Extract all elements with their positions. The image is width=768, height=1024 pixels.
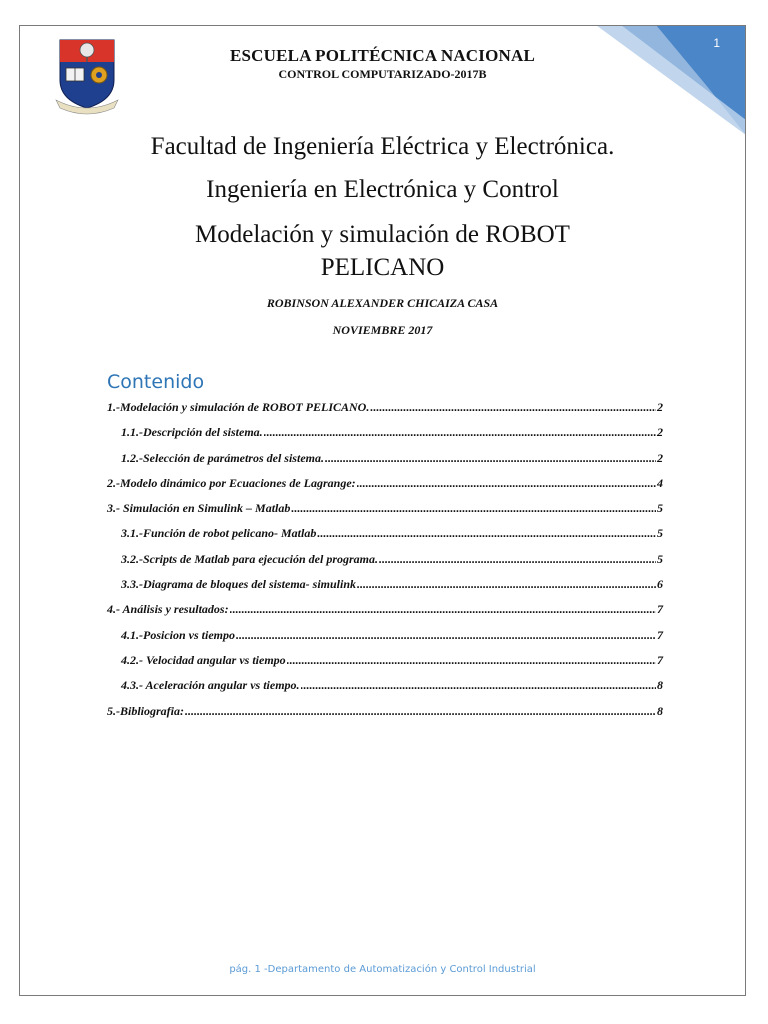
toc-entry[interactable] xyxy=(107,425,663,450)
toc-entry-label: 3.- Simulación en Simulink – Matlab xyxy=(107,501,291,516)
toc-entry-label: 3.2.-Scripts de Matlab para ejecución del programa. xyxy=(121,551,378,566)
toc-entry-label: 1.1.-Descripción del sistema. xyxy=(121,425,263,440)
document-date: NOVIEMBRE 2017 xyxy=(332,323,433,337)
toc-entry-label: 1.-Modelación y simulación de ROBOT PELICANO. xyxy=(107,400,370,414)
author-name: ROBINSON ALEXANDER CHICAIZA CASA xyxy=(266,296,499,310)
toc-entry-page: 2 xyxy=(657,400,663,414)
table-of-contents xyxy=(107,400,663,729)
toc-entry-label: 4.3.- Aceleración angular vs tiempo. xyxy=(121,678,300,693)
toc-entry[interactable] xyxy=(107,526,663,551)
toc-entry[interactable] xyxy=(107,577,663,602)
toc-entry-page: 2 xyxy=(657,450,663,465)
toc-entry-page: 5 xyxy=(657,501,663,516)
toc-entry-page: 8 xyxy=(657,703,663,718)
toc-leader-dots xyxy=(264,425,656,440)
toc-entry[interactable] xyxy=(107,653,663,678)
institution-crest-icon xyxy=(54,36,120,116)
toc-entry[interactable] xyxy=(107,704,663,729)
toc-entry-label: 4.- Análisis y resultados: xyxy=(107,602,229,617)
toc-entry-page: 5 xyxy=(657,551,663,566)
institution-name: ESCUELA POLITÉCNICA NACIONAL xyxy=(229,46,536,65)
toc-entry[interactable] xyxy=(107,678,663,703)
toc-entry-page: 5 xyxy=(657,526,663,541)
toc-entry[interactable] xyxy=(107,400,663,425)
corner-decoration xyxy=(596,25,746,135)
toc-entry[interactable] xyxy=(107,501,663,526)
project-title xyxy=(60,218,705,284)
toc-entry-page: 2 xyxy=(657,425,663,440)
project-title-line1: Modelación y simulación de ROBOT xyxy=(195,221,570,248)
toc-entry-page: 7 xyxy=(657,627,663,642)
document-page xyxy=(19,25,746,996)
toc-leader-dots xyxy=(236,628,656,643)
page-footer: pág. 1 -Departamento de Automatización y Control Industrial xyxy=(229,964,536,975)
toc-entry-label: 1.2.-Selección de parámetros del sistema. xyxy=(121,450,324,465)
toc-entry[interactable] xyxy=(107,552,663,577)
faculty-title: Facultad de Ingeniería Eléctrica y Electrónica. xyxy=(150,133,615,160)
toc-entry[interactable] xyxy=(107,451,663,476)
toc-entry-label: 4.1.-Posicion vs tiempo xyxy=(121,627,235,642)
toc-leader-dots xyxy=(370,400,656,415)
toc-entry-label: 5.-Bibliografia: xyxy=(107,703,184,718)
toc-leader-dots xyxy=(379,552,656,567)
toc-entry-label: 2.-Modelo dinámico por Ecuaciones de Lagrange: xyxy=(107,475,356,490)
toc-entry-page: 6 xyxy=(657,577,663,592)
toc-entry-page: 7 xyxy=(657,602,663,617)
toc-entry-page: 4 xyxy=(657,475,663,490)
toc-entry-page: 7 xyxy=(657,652,663,667)
title-block xyxy=(60,130,705,338)
toc-leader-dots xyxy=(230,602,656,617)
project-title-line2: PELICANO xyxy=(320,254,445,281)
career-title: Ingeniería en Electrónica y Control xyxy=(206,176,559,203)
toc-leader-dots xyxy=(357,577,656,592)
toc-entry-label: 3.3.-Diagrama de bloques del sistema- simulink xyxy=(121,577,357,592)
document-header xyxy=(170,46,595,82)
toc-entry-page: 8 xyxy=(657,678,663,693)
toc-entry[interactable] xyxy=(107,602,663,627)
course-name: CONTROL COMPUTARIZADO-2017B xyxy=(278,67,487,81)
toc-leader-dots xyxy=(357,476,656,491)
toc-leader-dots xyxy=(301,678,656,693)
page-number: 1 xyxy=(713,36,720,50)
toc-leader-dots xyxy=(287,653,656,668)
toc-leader-dots xyxy=(317,526,656,541)
toc-entry-label: 4.2.- Velocidad angular vs tiempo xyxy=(121,652,286,667)
toc-entry-label: 3.1.-Función de robot pelicano- Matlab xyxy=(121,526,317,541)
toc-leader-dots xyxy=(291,501,656,516)
toc-entry[interactable] xyxy=(107,476,663,501)
toc-heading: Contenido xyxy=(107,371,205,393)
toc-leader-dots xyxy=(185,704,656,719)
toc-entry[interactable] xyxy=(107,628,663,653)
toc-leader-dots xyxy=(325,451,656,466)
